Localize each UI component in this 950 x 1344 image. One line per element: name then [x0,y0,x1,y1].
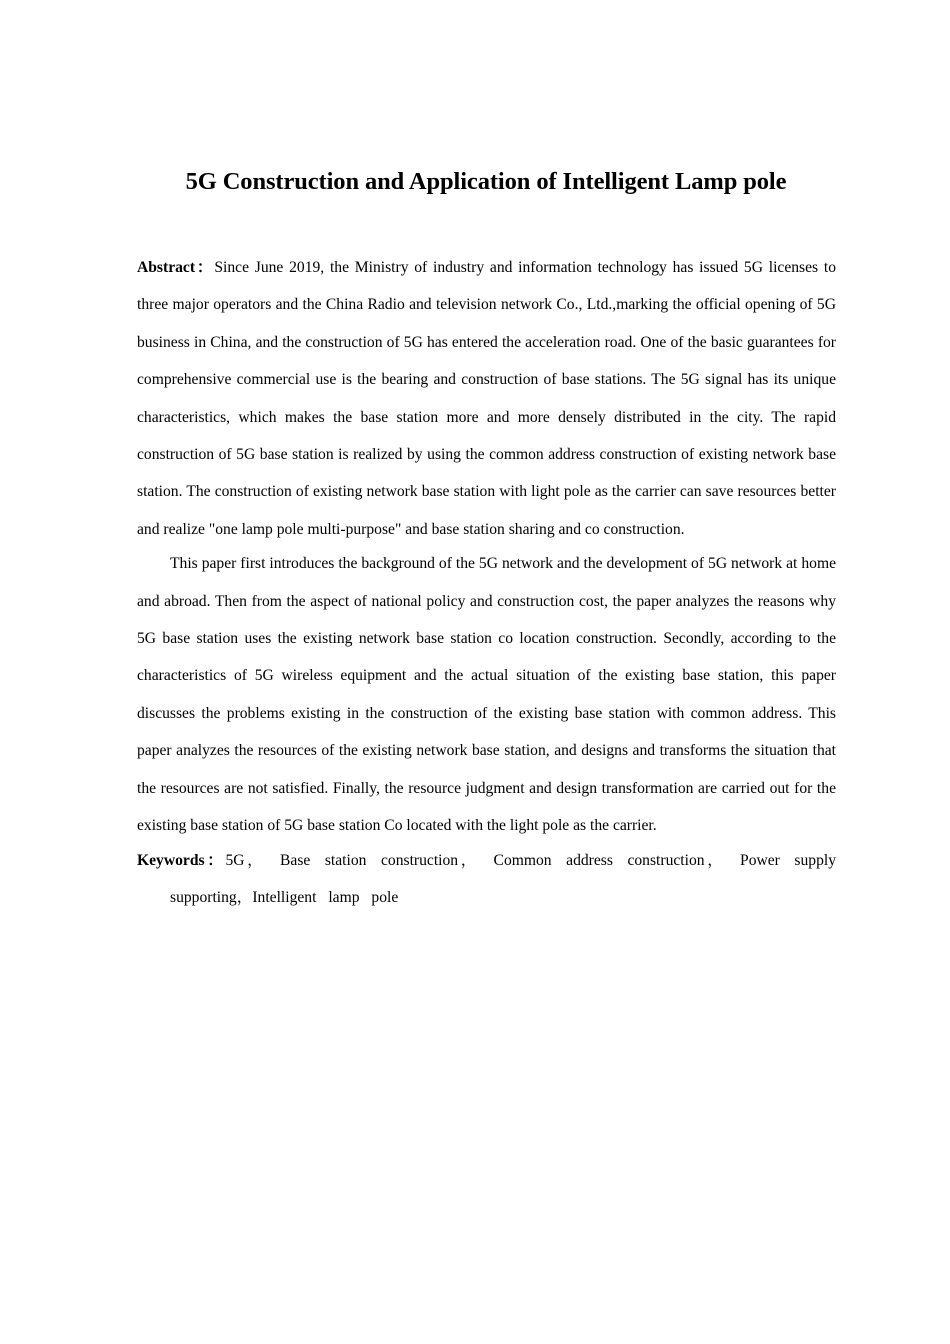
keyword-item: Intelligent lamp pole [252,888,399,906]
abstract-section [137,249,836,916]
keywords-label: Keywords： [137,851,226,869]
abstract-label: Abstract： [137,259,215,276]
abstract-text-1: Since June 2019, the Ministry of industry and information technology has issued 5G licenses to three major operators and the China Radio and television network Co., Ltd.,marking the official opening of 5G business in China, and the construction of 5G has entered the acceleration road. One of the basic guarantees for comprehensive commercial use is the bearing and construction of base stations. The 5G signal has its unique characteristics, which makes the base station more and more densely distributed in the city. The rapid construction of 5G base station is realized by using the common address construction of existing network base station. The construction of existing network base station with light pole as the carrier can save resources better and realize "one lamp pole multi-purpose" and base station sharing and co construction. [137,259,836,538]
keyword-separator: ， [458,851,479,869]
keywords-line [137,842,836,917]
keyword-item: Base station construction [280,851,459,869]
keyword-separator: ， [236,888,253,906]
keyword-item: 5G [225,851,245,869]
keyword-item: Power supply supporting [170,851,836,906]
keyword-item: Common address construction [493,851,705,869]
abstract-paragraph-2: This paper first introduces the background of the 5G network and the development of 5G network at home and abroad. Then from the aspect of national policy and construction cost, the paper analyzes the reasons why 5G base station uses the existing network base station co location construction. Secondly, according to the characteristics of 5G wireless equipment and the actual situation of the existing base station, this paper discusses the problems existing in the construction of the existing base station with common address. This paper analyzes the resources of the existing network base station, and designs and transforms the situation that the resources are not satisfied. Finally, the resource judgment and design transformation are carried out for the existing base station of 5G base station Co located with the light pole as the carrier. [137,555,836,835]
keyword-separator: ， [244,851,266,869]
keyword-separator: ， [704,851,726,869]
abstract-paragraph-1 [137,249,836,548]
paper-title: 5G Construction and Application of Intelligent Lamp pole [185,168,787,195]
